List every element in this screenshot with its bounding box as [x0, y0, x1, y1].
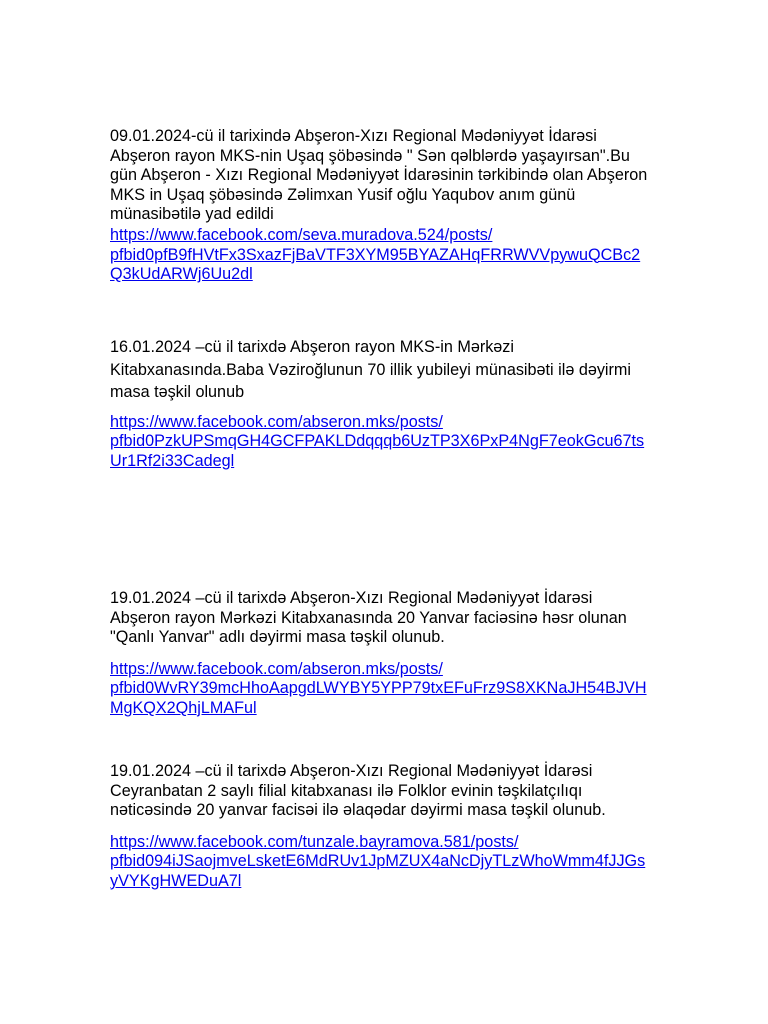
event-description: 19.01.2024 –cü il tarixdə Abşeron-Xızı Regional Mədəniyyət İdarəsi Ceyranbatan 2 saylı filial kitabxanası ilə Folklor evinin təşkilatçılıqı nəticəsində 20 yanvar facisəi ilə əlaqədar dəyirmi masa təşkil olunub. — [110, 762, 606, 820]
event-description: 09.01.2024-cü il tarixində Abşeron-Xızı Regional Mədəniyyət İdarəsi Abşeron rayon MKS-nin Uşaq şöbəsində " Sən qəlblərdə yaşayırsan".Bu gün Abşeron - Xızı Regional Mədəniyyət İdarəsinin tərkibində olan Abşeron MKS in Uşaq şöbəsində Zəlimxan Yusif oğlu Yaqubov anım günü münasibətilə yad edildi — [110, 127, 648, 224]
facebook-post-link[interactable]: https://www.facebook.com/seva.muradova.524/posts/ pfbid0pfB9fHVtFx3SxazFjBaVTF3XYM95BYAZAHqFRRWVVpywuQCBc2 Q3kUdARWj6Uu2dl — [110, 225, 641, 284]
facebook-post-link[interactable]: https://www.facebook.com/abseron.mks/posts/ pfbid0WvRY39mcHhoAapgdLWYBY5YPP79txEFuFrz9S8XKNaJH54BJVH MgKQX2QhjLMAFul — [110, 659, 647, 717]
event-description: 16.01.2024 –cü il tarixdə Abşeron rayon MKS-in Mərkəzi Kitabxanasında.Baba Vəziroğlunun 70 illik yubileyi münasibəti ilə dəyirmi masa təşkil olunub — [110, 338, 631, 401]
event-entry — [110, 762, 720, 892]
event-description: 19.01.2024 –cü il tarixdə Abşeron-Xızı Regional Mədəniyyət İdarəsi Abşeron rayon Mərkəzi Kitabxanasında 20 Yanvar faciəsinə həsr olunan "Qanlı Yanvar" adlı dəyirmi masa təşkil olunub. — [110, 589, 627, 647]
event-entry — [110, 589, 720, 719]
event-entry — [110, 336, 720, 471]
facebook-post-link[interactable]: https://www.facebook.com/tunzale.bayramova.581/posts/ pfbid094iJSaojmveLsketE6MdRUv1JpMZUX4aNcDjyTLzWhoWmm4fJJGs yVYKgHWEDuA7l — [110, 832, 646, 890]
facebook-post-link[interactable]: https://www.facebook.com/abseron.mks/posts/ pfbid0PzkUPSmqGH4GCFPAKLDdqqqb6UzTP3X6PxP4NgF7eokGcu67ts Ur1Rf2i33Cadegl — [110, 412, 645, 470]
event-entry — [110, 127, 720, 285]
